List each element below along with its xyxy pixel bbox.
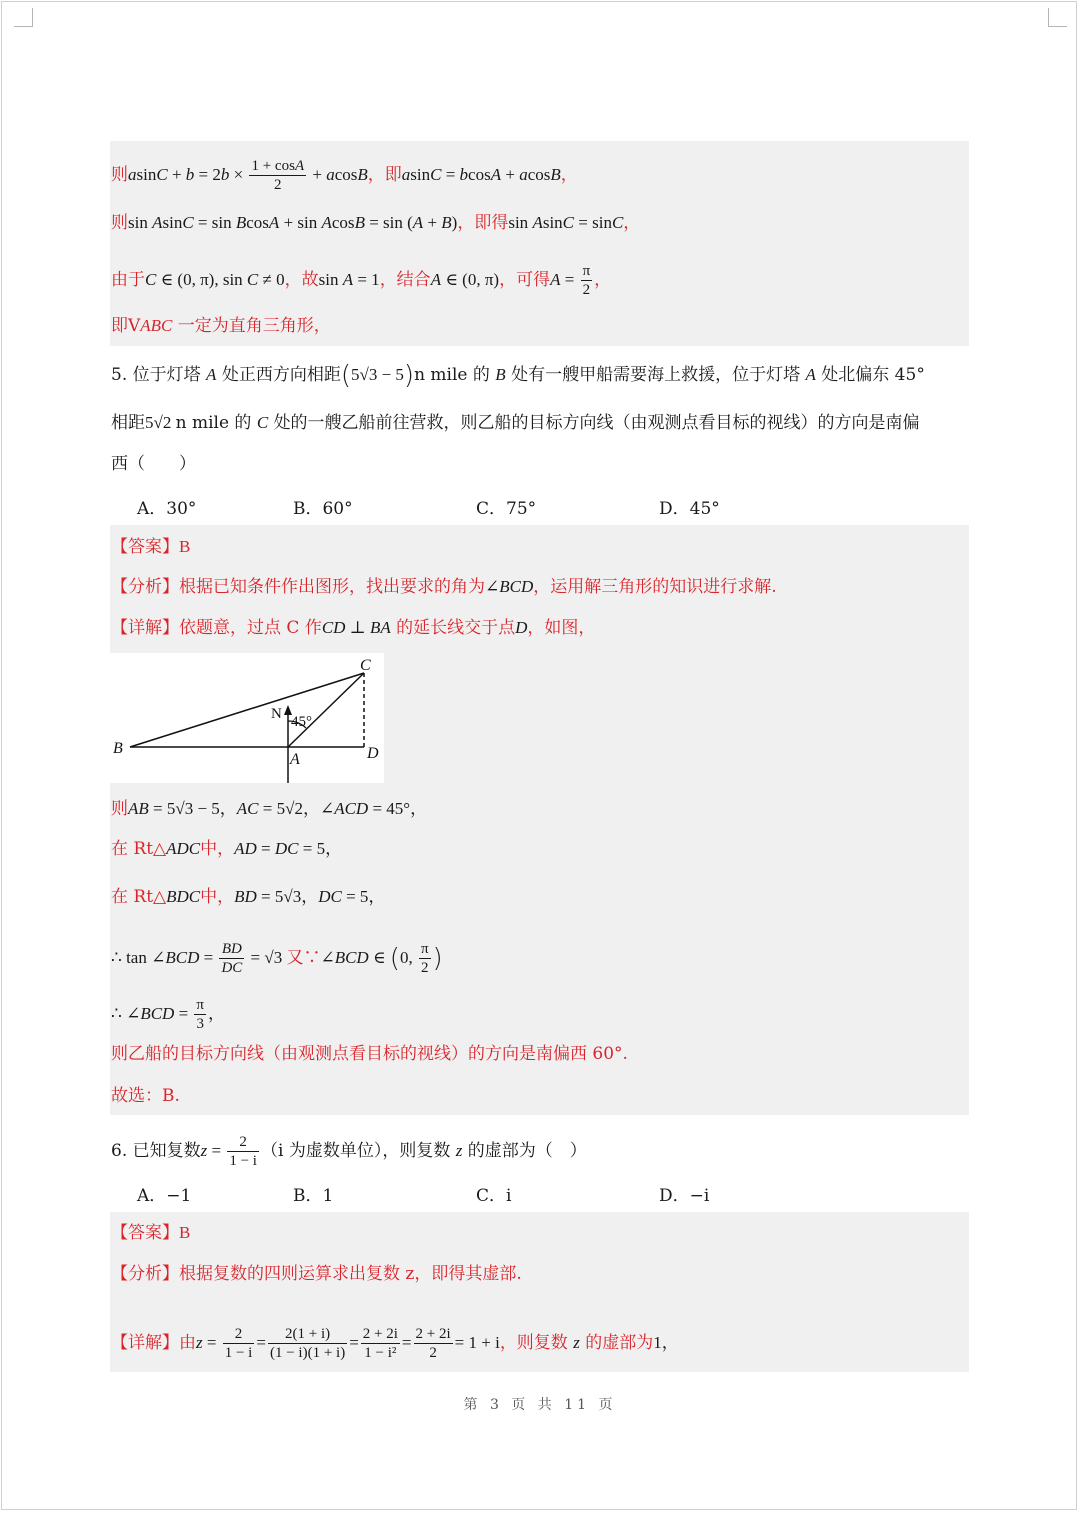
geometry-diagram xyxy=(110,653,384,783)
q5-step-7: 故选：B. xyxy=(111,1086,180,1106)
q4-line-4: 即VABC 一定为直角三角形， xyxy=(111,316,331,336)
q5-step-3: 在 Rt△BDC中，BD = 5√3，DC = 5， xyxy=(111,887,386,907)
q5-step-2: 在 Rt△ADC中，AD = DC = 5， xyxy=(111,839,343,859)
q6-detail: 【详解】由z = $\frac{2}{1 - i}$ = $\frac{2(1 + i)}{(1 - i)(1 + i)}$ = $\frac{2 + 2i}{\text{1 − i²}}$ = $\frac{2 + 2i}{2}$ = 1 + i，则复数 z 的虚部为1， xyxy=(111,1326,679,1361)
q5-option-b[interactable]: B．60° xyxy=(293,499,353,519)
q6-option-c[interactable]: C．i xyxy=(476,1186,512,1206)
q5-step-4: ∴ tan ∠BCD = $\frac{BD}{DC}$ = √3 又∵∠BCD ∈ (0, $\frac{\pi}{2}$ ) xyxy=(111,941,443,976)
label-a: A xyxy=(290,751,300,768)
q5-answer: 【答案】B xyxy=(111,537,191,557)
q5-analysis: 【分析】根据已知条件作出图形，找出要求的角为∠BCD，运用解三角形的知识进行求解. xyxy=(111,577,777,597)
q5-option-a[interactable]: A．30° xyxy=(137,499,197,519)
label-n: N xyxy=(271,706,282,722)
q5-stem-line-3: 西（ ） xyxy=(111,454,196,474)
q5-stem-line-1: 5. 位于灯塔 A 处正西方向相距(5√3 − 5)n mile 的 B 处有一艘甲船需要海上救援，位于灯塔 A 处北偏东 45° xyxy=(111,360,925,391)
q6-option-a[interactable]: A．−1 xyxy=(137,1186,192,1206)
q5-step-6: 则乙船的目标方向线（由观测点看目标的视线）的方向是南偏西 60°. xyxy=(111,1044,628,1064)
q5-step-5: ∴ ∠BCD = $\frac{\pi}{3}$ ， xyxy=(111,997,225,1032)
q5-step-1: 则AB = 5√3 − 5，AC = 5√2，∠ACD = 45°， xyxy=(111,799,428,819)
label-angle: 45° xyxy=(291,714,312,730)
q6-analysis: 【分析】根据复数的四则运算求出复数 z，即得其虚部. xyxy=(111,1264,522,1284)
crop-mark-top-left xyxy=(14,8,33,27)
q4-line-1: 则asinC + b = 2b × $\frac{1 + \cos A}{2}$ + acosB，即asinC = bcosA + acosB， xyxy=(111,158,578,193)
q6-option-b[interactable]: B．1 xyxy=(293,1186,334,1206)
q6-option-d[interactable]: D．−i xyxy=(659,1186,710,1206)
segment-ac xyxy=(288,673,364,747)
label-c: C xyxy=(360,657,371,674)
crop-mark-top-right xyxy=(1048,8,1067,27)
q6-answer: 【答案】B xyxy=(111,1223,191,1243)
q6-stem: 6. 已知复数z = $\frac{2}{1 - i}$ （i 为虚数单位），则复数 z 的虚部为（ ） xyxy=(111,1134,587,1169)
q4-line-3: 由于C ∈ (0, π), sin C ≠ 0，故sin A = 1，结合A ∈ (0, π)，可得A = $\frac{\pi}{2}$ ， xyxy=(111,263,612,298)
q5-stem-line-2: 相距5√2 n mile 的 C 处的一艘乙船前往营救，则乙船的目标方向线（由观测点看目标的视线）的方向是南偏 xyxy=(111,413,920,433)
q5-option-d[interactable]: D．45° xyxy=(659,499,720,519)
segment-bc xyxy=(130,673,364,747)
q5-detail: 【详解】依题意，过点 C 作CD ⊥ BA 的延长线交于点D，如图， xyxy=(111,618,596,638)
q5-solution-block xyxy=(110,525,969,1115)
label-d: D xyxy=(367,745,379,762)
label-b: B xyxy=(113,740,123,757)
q5-option-c[interactable]: C．75° xyxy=(476,499,537,519)
page-footer: 第 3 页 共 11 页 xyxy=(463,1397,617,1413)
q4-line-2: 则sin AsinC = sin BcosA + sin AcosB = sin (A + B)，即得sin AsinC = sinC， xyxy=(111,213,641,233)
